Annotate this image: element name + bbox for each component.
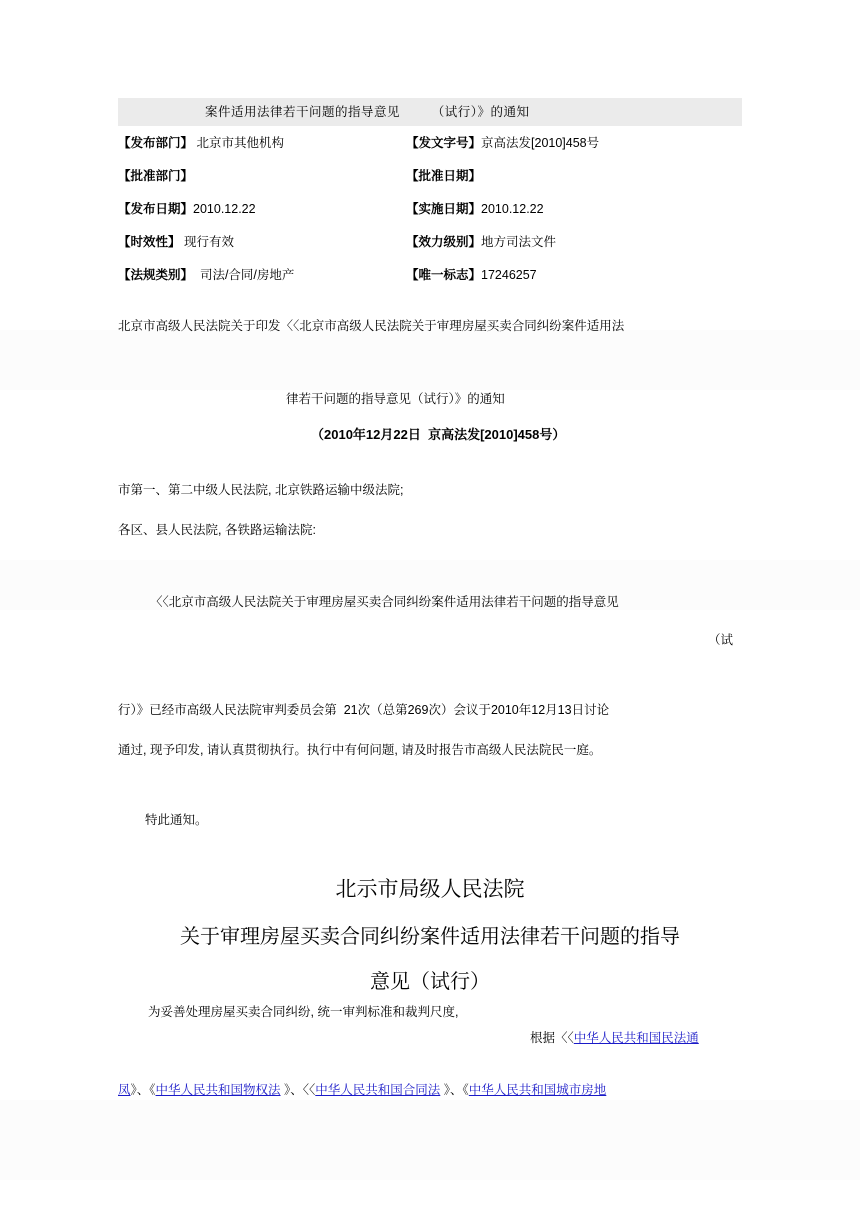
law-link-civil-general-principles[interactable]: 中华人民共和国民法通	[573, 1031, 699, 1045]
notice-title-line-1: 北京市高级人民法院关于印发〈〈北京市高级人民法院关于审理房屋买卖合同纠纷案件适用法	[118, 319, 625, 333]
notice-document-number: （2010年12月22日 京高法发[2010]458号）	[311, 427, 566, 442]
legal-basis-line-2	[118, 1080, 606, 1100]
metadata-value: 2010.12.22	[193, 202, 256, 216]
metadata-cell-left	[118, 133, 406, 153]
metadata-row	[118, 166, 742, 199]
metadata-cell-left	[118, 166, 406, 186]
header-banner-text: 案件适用法律若干问题的指导意见 （试行）》的通知	[205, 105, 530, 119]
metadata-value: 2010.12.22	[481, 202, 544, 216]
metadata-table	[118, 133, 742, 298]
metadata-label: 【发布部门】	[118, 136, 194, 150]
document-intro: 为妥善处理房屋买卖合同纠纷, 统一审判标准和裁判尺度,	[148, 1005, 459, 1019]
metadata-value: 北京市其他机构	[193, 136, 284, 150]
notice-body-line-4: 通过, 现予印发, 请认真贯彻执行。执行中有何问题, 请及时报告市高级人民法院民一庭。	[118, 743, 602, 757]
addressee-line-2: 各区、县人民法院, 各铁路运输法院:	[118, 523, 316, 537]
notice-body-line-5: 特此通知。	[145, 813, 208, 827]
metadata-row	[118, 265, 742, 298]
metadata-label: 【效力级别】	[406, 235, 482, 249]
document-title-line-2: 关于审理房屋买卖合同纠纷案件适用法律若干问题的指导	[180, 926, 680, 948]
metadata-label: 【法规类别】	[118, 268, 194, 282]
addressee-line-1: 市第一、第二中级人民法院, 北京铁路运输中级法院;	[118, 483, 404, 497]
metadata-label: 【批准日期】	[406, 169, 482, 183]
metadata-value: 17246257	[481, 268, 537, 282]
metadata-label: 【时效性】	[118, 235, 181, 249]
metadata-label: 【发文字号】	[406, 136, 482, 150]
law-link-urban-real-estate[interactable]: 中华人民共和国城市房地	[468, 1083, 607, 1097]
legal-basis-line-1	[530, 1028, 699, 1048]
law-link-civil-general-principles-cont[interactable]: 凤	[118, 1083, 131, 1097]
document-title-line-3: 意见（试行）	[370, 971, 490, 993]
metadata-cell-left	[118, 265, 406, 285]
law-link-property-law[interactable]: 中华人民共和国物权法	[155, 1083, 281, 1097]
metadata-label: 【唯一标志】	[406, 268, 482, 282]
notice-body-line-1: 〈〈北京市高级人民法院关于审理房屋买卖合同纠纷案件适用法律若干问题的指导意见	[150, 595, 619, 609]
metadata-row	[118, 232, 742, 265]
metadata-label: 【批准部门】	[118, 169, 194, 183]
document-title-line-1: 北示市局级人民法院	[335, 878, 525, 901]
metadata-cell-right	[406, 166, 742, 186]
notice-title-line-2: 律若干问题的指导意见（试行）》的通知	[286, 392, 505, 406]
metadata-cell-left	[118, 232, 406, 252]
metadata-value: 司法/合同/房地产	[193, 268, 295, 282]
metadata-value: 京高法发[2010]458号	[481, 136, 600, 150]
metadata-cell-right	[406, 265, 742, 285]
notice-body-line-2: （试	[708, 633, 734, 647]
law-link-contract-law[interactable]: 中华人民共和国合同法	[315, 1083, 441, 1097]
metadata-row	[118, 133, 742, 166]
metadata-cell-right	[406, 232, 742, 252]
metadata-cell-left	[118, 199, 406, 219]
legal-basis-sep-3: 》、《	[440, 1083, 469, 1097]
metadata-value: 地方司法文件	[481, 235, 557, 249]
legal-basis-sep-1: 》、《	[130, 1083, 156, 1097]
metadata-label: 【发布日期】	[118, 202, 194, 216]
legal-basis-sep-2: 》、〈〈	[280, 1083, 316, 1097]
metadata-row	[118, 199, 742, 232]
notice-body-line-3: 行）》已经市高级人民法院审判委员会第 21次（总第269次）会议于2010年12月13日讨论	[118, 703, 610, 717]
legal-basis-prefix: 根据〈〈	[530, 1031, 574, 1045]
metadata-value: 现行有效	[180, 235, 234, 249]
metadata-cell-right	[406, 199, 742, 219]
metadata-cell-right	[406, 133, 742, 153]
metadata-label: 【实施日期】	[406, 202, 482, 216]
